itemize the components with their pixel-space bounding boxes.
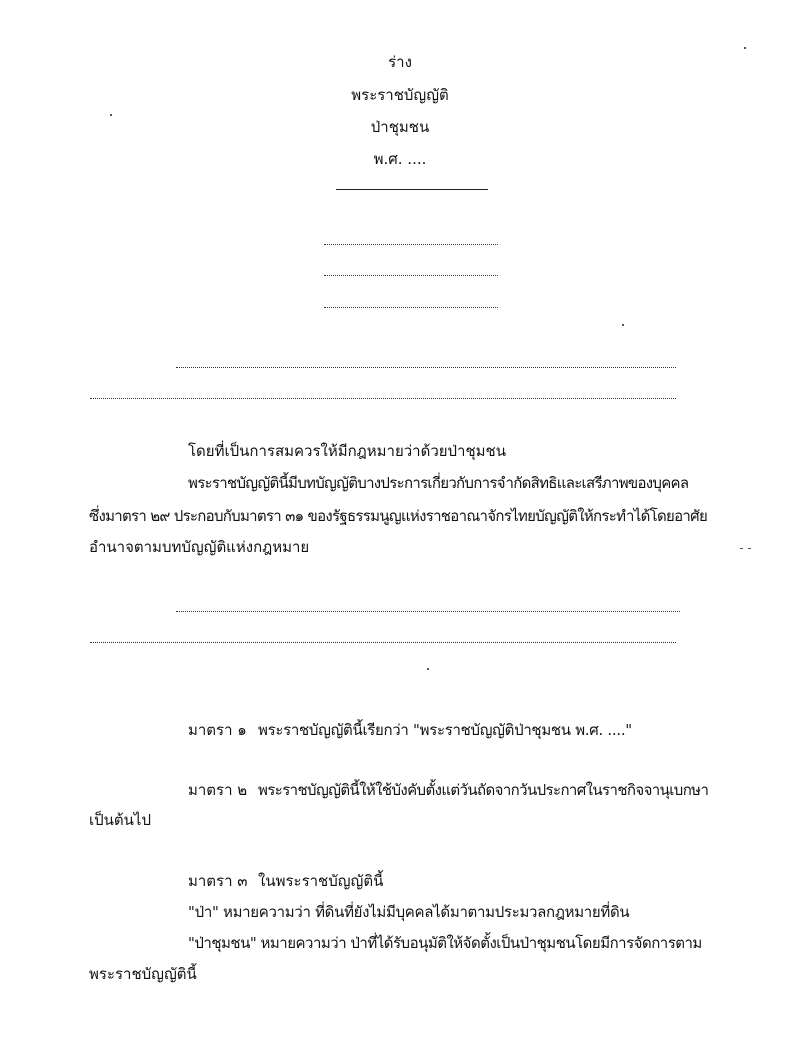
- scan-speck: [622, 324, 624, 326]
- title-underline: [336, 189, 488, 190]
- preamble-line-3: ซึ่งมาตรา ๒๙ ประกอบกับมาตรา ๓๑ ของรัฐธรรมนูญแห่งราชอาณาจักรไทยบัญญัติให้กระทำได้โดยอาศัย: [89, 507, 708, 525]
- section-1-label: มาตรา ๑: [188, 721, 247, 739]
- preamble-line-2: พระราชบัญญัตินี้มีบทบัญญัติบางประการเกี่ยวกับการจำกัดสิทธิและเสรีภาพของบุคคล: [188, 474, 689, 492]
- preamble-line-1: โดยที่เป็นการสมควรให้มีกฎหมายว่าด้วยป่าชุมชน: [188, 442, 506, 460]
- scan-speck: [744, 47, 746, 49]
- section-3-text: ในพระราชบัญญัตินี้: [258, 872, 384, 890]
- section-1-text: พระราชบัญญัตินี้เรียกว่า "พระราชบัญญัติป่าชุมชน พ.ศ. ....": [258, 721, 632, 739]
- draft-label: ร่าง: [388, 53, 412, 71]
- section-2-text: พระราชบัญญัตินี้ให้ใช้บังคับตั้งแต่วันถัดจากวันประกาศในราชกิจจานุเบกษา: [258, 781, 709, 799]
- placeholder-long-line-2: [90, 398, 676, 399]
- definition-community-forest: "ป่าชุมชน" หมายความว่า ป่าที่ได้รับอนุมัติให้จัดตั้งเป็นป่าชุมชนโดยมีการจัดการตาม: [188, 934, 702, 952]
- scan-speck: [748, 548, 751, 549]
- placeholder-line-3: [324, 307, 498, 308]
- definition-forest: "ป่า" หมายความว่า ที่ดินที่ยังไม่มีบุคคลได้มาตามประมวลกฎหมายที่ดิน: [188, 903, 630, 921]
- placeholder-long-line-1: [176, 367, 676, 368]
- preamble-line-4: อำนาจตามบทบัญญัติแห่งกฎหมาย: [89, 538, 310, 556]
- act-name: ป่าชุมชน: [370, 118, 430, 136]
- scan-speck: [427, 668, 429, 670]
- act-year: พ.ศ. ....: [373, 150, 427, 168]
- placeholder-line-2: [324, 275, 498, 276]
- scan-speck: [110, 114, 112, 116]
- placeholder-long-line-4: [90, 642, 676, 643]
- section-2-label: มาตรา ๒: [188, 781, 248, 799]
- placeholder-long-line-3: [176, 611, 680, 612]
- scan-speck: [740, 548, 743, 549]
- placeholder-line-1: [324, 244, 498, 245]
- act-label: พระราชบัญญัติ: [351, 86, 449, 104]
- section-2-continuation: เป็นต้นไป: [89, 811, 151, 829]
- section-3-label: มาตรา ๓: [188, 872, 248, 890]
- definition-community-forest-continuation: พระราชบัญญัตินี้: [89, 965, 197, 983]
